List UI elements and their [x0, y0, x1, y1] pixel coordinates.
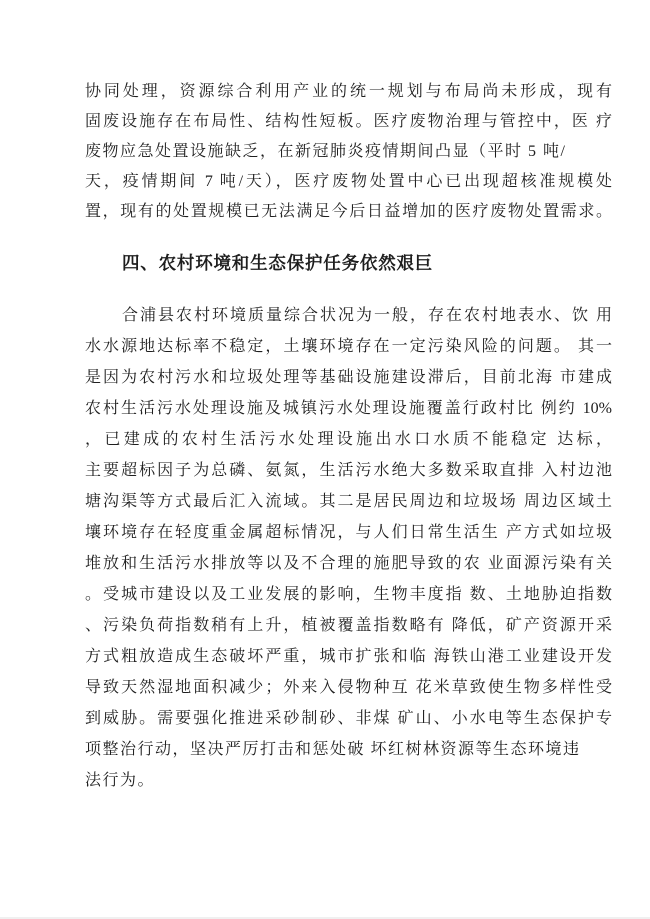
paragraph-rural-environment: [85, 300, 612, 796]
text-line: 。受城市建设以及工业发展的影响，生物丰度指 数、土地胁迫指数: [85, 586, 612, 603]
text-line: 农村生活污水处理设施及城镇污水处理设施覆盖行政村比 例约 10%: [85, 400, 612, 417]
text-line: 壤环境存在轻度重金属超标情况，与人们日常生活生 产方式如垃圾: [85, 524, 612, 541]
page-content: [85, 0, 612, 796]
text-line: 合浦县农村环境质量综合状况为一般，存在农村地表水、饮 用: [122, 307, 612, 324]
section-heading: 四、农村环境和生态保护任务依然艰巨: [122, 253, 434, 273]
text-line: 固废设施存在布局性、结构性短板。医疗废物治理与管控中，医 疗: [85, 113, 612, 130]
text-line: 协同处理，资源综合利用产业的统一规划与布局尚未形成，现有: [85, 83, 612, 100]
text-line: 方式粗放造成生态破坏严重，城市扩张和临 海铁山港工业建设开发: [85, 648, 612, 665]
text-line: 堆放和生活污水排放等以及不合理的施肥导致的农 业面源污染有关: [85, 555, 612, 572]
text-line: 水水源地达标率不稳定，土壤环境存在一定污染风险的问题。 其一: [85, 338, 612, 355]
text-line: ，已建成的农村生活污水处理设施出水口水质不能稳定 达标，: [85, 431, 612, 448]
paragraph-continued: [85, 77, 612, 227]
text-line: 天，疫情期间 7 吨/天），医疗废物处置中心已出现超核准规模处: [85, 173, 612, 190]
text-line: 法行为。: [85, 772, 156, 789]
text-line: 废物应急处置设施缺乏，在新冠肺炎疫情期间凸显（平时 5 吨/: [85, 143, 567, 160]
text-line: 项整治行动，坚决严厉打击和惩处破 坏红树林资源等生态环境违: [85, 741, 581, 758]
text-line: 置，现有的处置规模已无法满足今后日益增加的医疗废物处置需求。: [85, 203, 612, 220]
text-line: 导致天然湿地面积减少；外来入侵物种互 花米草致使生物多样性受: [85, 679, 612, 696]
text-line: 是因为农村污水和垃圾处理等基础设施建设滞后，目前北海 市建成: [85, 369, 612, 386]
text-line: 到威胁。需要强化推进采砂制砂、非煤 矿山、小水电等生态保护专: [85, 710, 612, 727]
text-line: 、污染负荷指数稍有上升，植被覆盖指数略有 降低，矿产资源开采: [85, 617, 612, 634]
text-line: 主要超标因子为总磷、氨氮，生活污水绝大多数采取直排 入村边池: [85, 462, 612, 479]
text-line: 塘沟渠等方式最后汇入流域。其二是居民周边和垃圾场 周边区域土: [85, 493, 612, 510]
